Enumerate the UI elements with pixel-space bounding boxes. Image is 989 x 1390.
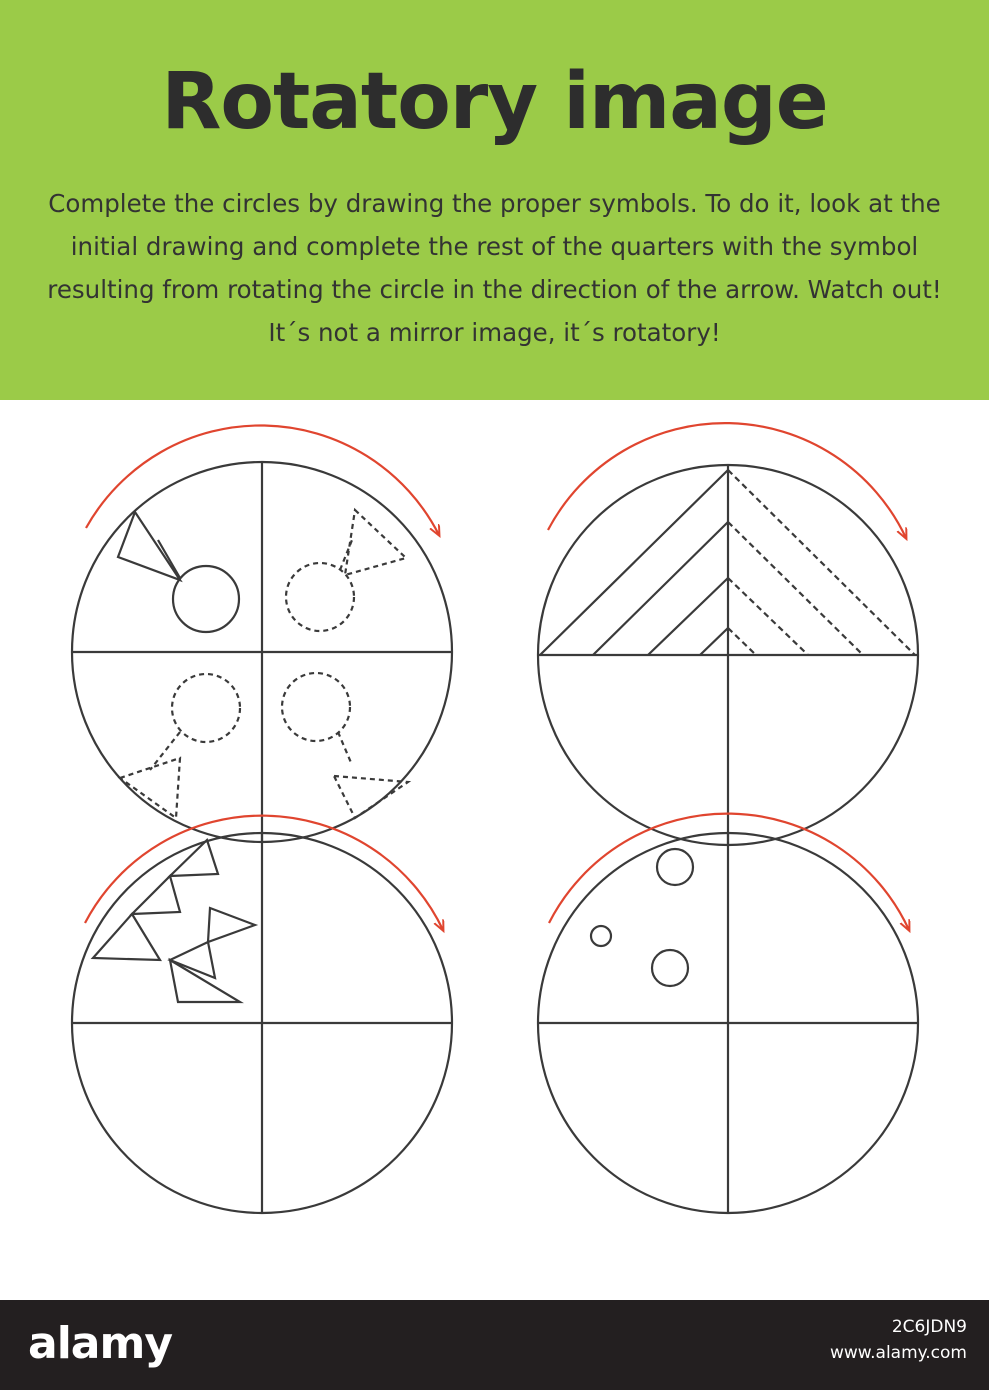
page-title: Rotatory image xyxy=(161,57,828,147)
zigzag-triangles xyxy=(93,840,255,1002)
puzzle-2 xyxy=(538,423,918,845)
puzzle-1 xyxy=(72,425,452,842)
header-banner xyxy=(0,0,989,400)
solid-triangle xyxy=(118,512,180,580)
dashed-stripes xyxy=(728,470,915,655)
puzzle-4 xyxy=(538,814,918,1213)
footer-url: www.alamy.com xyxy=(829,1343,967,1363)
image-id: 2C6JDN9 xyxy=(891,1317,967,1337)
footer-info xyxy=(830,1314,967,1366)
brand-logo: alamy xyxy=(28,1318,172,1369)
small-circle xyxy=(591,926,611,946)
instructions-text: Complete the circles by drawing the proper symbols. To do it, look at the initial drawing and complete the rest of the quarters with the symbol resulting from rotating the circle in the direction of the arrow. Watch out! It´s not a mirror image, it´s rotatory! xyxy=(47,189,942,347)
puzzle-grid xyxy=(0,400,989,1300)
solid-circle xyxy=(173,566,239,632)
puzzle-area xyxy=(0,400,989,1300)
puzzle-3 xyxy=(72,816,452,1213)
medium-circle xyxy=(652,950,688,986)
footer-bar xyxy=(0,1300,989,1390)
large-circle xyxy=(657,849,693,885)
